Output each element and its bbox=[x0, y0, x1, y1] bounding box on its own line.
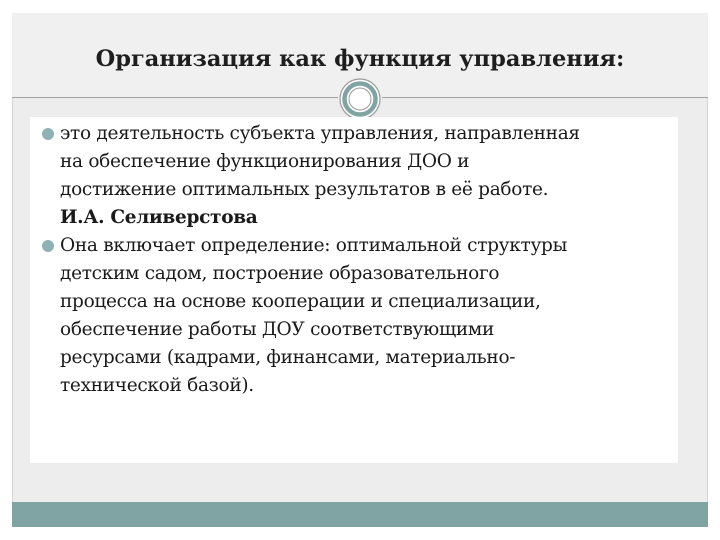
bullet-line: это деятельность субъекта управления, направленная bbox=[60, 123, 580, 144]
bullet-line: достижение оптимальных результатов в её работе. bbox=[60, 179, 549, 200]
title-divider-right bbox=[382, 97, 708, 98]
bullet-dot-icon bbox=[42, 240, 54, 252]
slide-title: Организация как функция управления: bbox=[95, 46, 625, 72]
footer-accent-bar bbox=[12, 502, 708, 527]
bullet-line: обеспечение работы ДОУ соответствующими bbox=[60, 319, 494, 340]
quote-author: И.А. Селиверстова bbox=[60, 207, 258, 228]
bullet-list bbox=[30, 120, 682, 400]
bullet-item-includes bbox=[30, 232, 682, 400]
bullet-dot-icon bbox=[42, 128, 54, 140]
bullet-line: технической базой). bbox=[60, 375, 254, 396]
bullet-line: детским садом, построение образовательного bbox=[60, 263, 500, 284]
title-divider-left bbox=[12, 97, 338, 98]
bullet-item-definition bbox=[30, 120, 682, 232]
concentric-circle-ornament-icon bbox=[339, 78, 381, 120]
bullet-line: ресурсами (кадрами, финансами, материально- bbox=[60, 347, 516, 368]
bullet-line: на обеспечение функционирования ДОО и bbox=[60, 151, 470, 172]
bullet-line: процесса на основе кооперации и специализации, bbox=[60, 291, 541, 312]
bullet-line: Она включает определение: оптимальной структуры bbox=[60, 235, 568, 256]
